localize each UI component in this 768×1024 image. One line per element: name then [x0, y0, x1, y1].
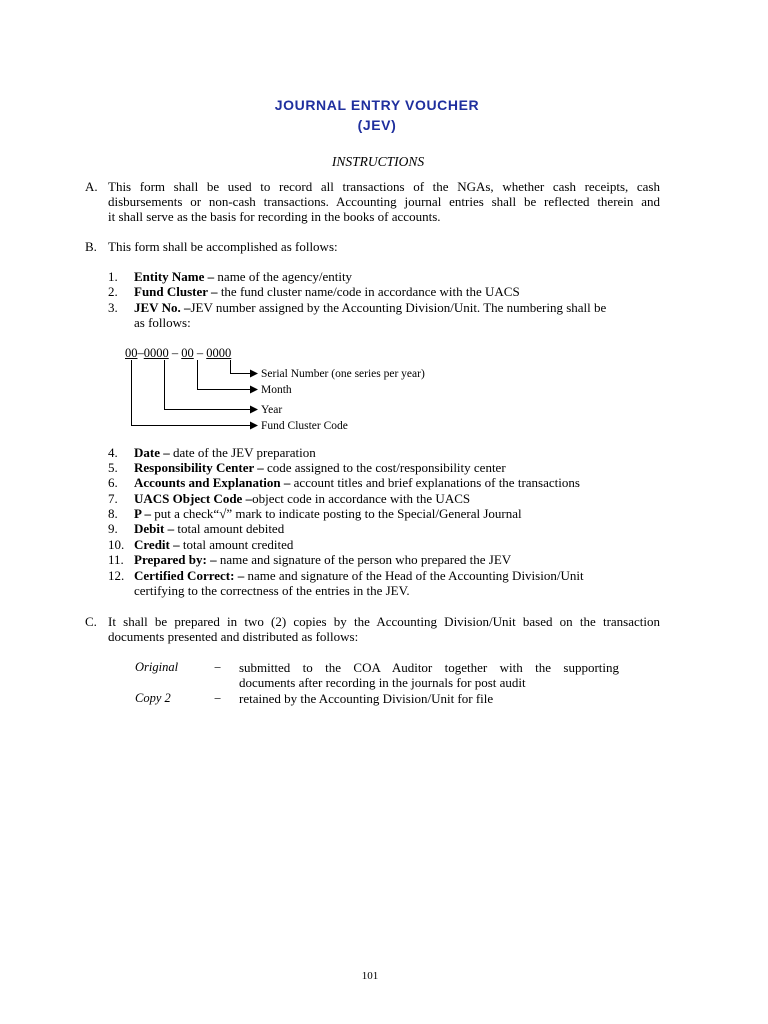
- fund-cluster-digits: 00: [125, 346, 138, 360]
- list-item: Date – date of the JEV preparation: [134, 445, 316, 460]
- copy-original-label: Original: [135, 660, 179, 674]
- item-number: 9.: [108, 521, 118, 536]
- item-number: 8.: [108, 506, 118, 521]
- instructions-heading: INSTRUCTIONS: [331, 154, 425, 169]
- year-label: Year: [261, 404, 283, 416]
- item-number: 5.: [108, 460, 118, 475]
- item-number: 1.: [108, 269, 118, 284]
- page-number: 101: [361, 970, 379, 982]
- section-b-text: This form shall be accomplished as follows:: [108, 239, 338, 254]
- list-item: Prepared by: – name and signature of the person who prepared the JEV: [134, 552, 512, 567]
- fund-cluster-code-label: Fund Cluster Code: [261, 420, 348, 432]
- list-item: JEV No. –JEV number assigned by the Accounting Division/Unit. The numbering shall be: [134, 300, 607, 315]
- copy-2-desc: retained by the Accounting Division/Unit for file: [239, 691, 494, 706]
- section-c-letter: C.: [85, 614, 97, 629]
- item-number: 7.: [108, 491, 118, 506]
- list-item: Entity Name – name of the agency/entity: [134, 269, 353, 284]
- month-digits: 00: [181, 346, 194, 360]
- copy-original-dash: −: [214, 660, 222, 675]
- list-item: Debit – total amount debited: [134, 521, 285, 536]
- item-number: 6.: [108, 475, 118, 490]
- list-item: Responsibility Center – code assigned to the cost/responsibility center: [134, 460, 506, 475]
- item-number: 11.: [108, 552, 124, 567]
- year-arrow: [165, 360, 258, 410]
- section-b-letter: B.: [85, 239, 97, 254]
- month-label: Month: [261, 384, 292, 396]
- serial-arrow: [231, 360, 258, 374]
- copy-original-desc-line-2: documents after recording in the journals for post audit: [239, 675, 526, 690]
- list-item: Fund Cluster – the fund cluster name/code in accordance with the UACS: [134, 284, 520, 299]
- document-title: JOURNAL ENTRY VOUCHER: [274, 97, 480, 113]
- section-a-line-3: it shall serve as the basis for recording in the books of accounts.: [108, 209, 441, 224]
- list-item: Credit – total amount credited: [134, 537, 294, 552]
- section-a-line-1: This form shall be used to record all transactions of the NGAs, whether cash receipts, cash: [108, 179, 660, 194]
- list-item-continuation: certifying to the correctness of the entries in the JEV.: [134, 583, 410, 598]
- list-item: UACS Object Code –object code in accordance with the UACS: [134, 491, 471, 506]
- document-subtitle-jev: (JEV): [357, 117, 397, 133]
- item-number: 4.: [108, 445, 118, 460]
- item-number: 12.: [108, 568, 125, 583]
- list-item: Certified Correct: – name and signature of the Head of the Accounting Division/Unit: [134, 568, 584, 583]
- month-arrow: [198, 360, 258, 390]
- serial-number-label: Serial Number (one series per year): [261, 368, 425, 380]
- section-c-line-2: documents presented and distributed as follows:: [108, 629, 359, 644]
- fund-cluster-arrow: [132, 360, 258, 426]
- copy-2-label: Copy 2: [135, 691, 171, 705]
- list-item-continuation: as follows:: [134, 315, 191, 330]
- copy-2-dash: −: [214, 691, 222, 706]
- list-item: Accounts and Explanation – account titles and brief explanations of the transactions: [134, 475, 580, 490]
- year-digits: 0000: [143, 346, 169, 360]
- section-a-line-2: disbursements or non-cash transactions. Accounting journal entries shall be reflected therein and: [108, 194, 660, 209]
- jev-number-format: 00–0000 – 00 – 0000: [125, 346, 232, 360]
- copy-original-desc-line-1: submitted to the COA Auditor together with the supporting: [239, 660, 619, 675]
- section-c-line-1: It shall be prepared in two (2) copies by the Accounting Division/Unit based on the transaction: [108, 614, 660, 629]
- list-item: P – put a check“√” mark to indicate posting to the Special/General Journal: [134, 506, 522, 521]
- section-a-letter: A.: [85, 179, 98, 194]
- item-number: 10.: [108, 537, 125, 552]
- item-number: 2.: [108, 284, 118, 299]
- item-number: 3.: [108, 300, 118, 315]
- serial-digits: 0000: [206, 346, 232, 360]
